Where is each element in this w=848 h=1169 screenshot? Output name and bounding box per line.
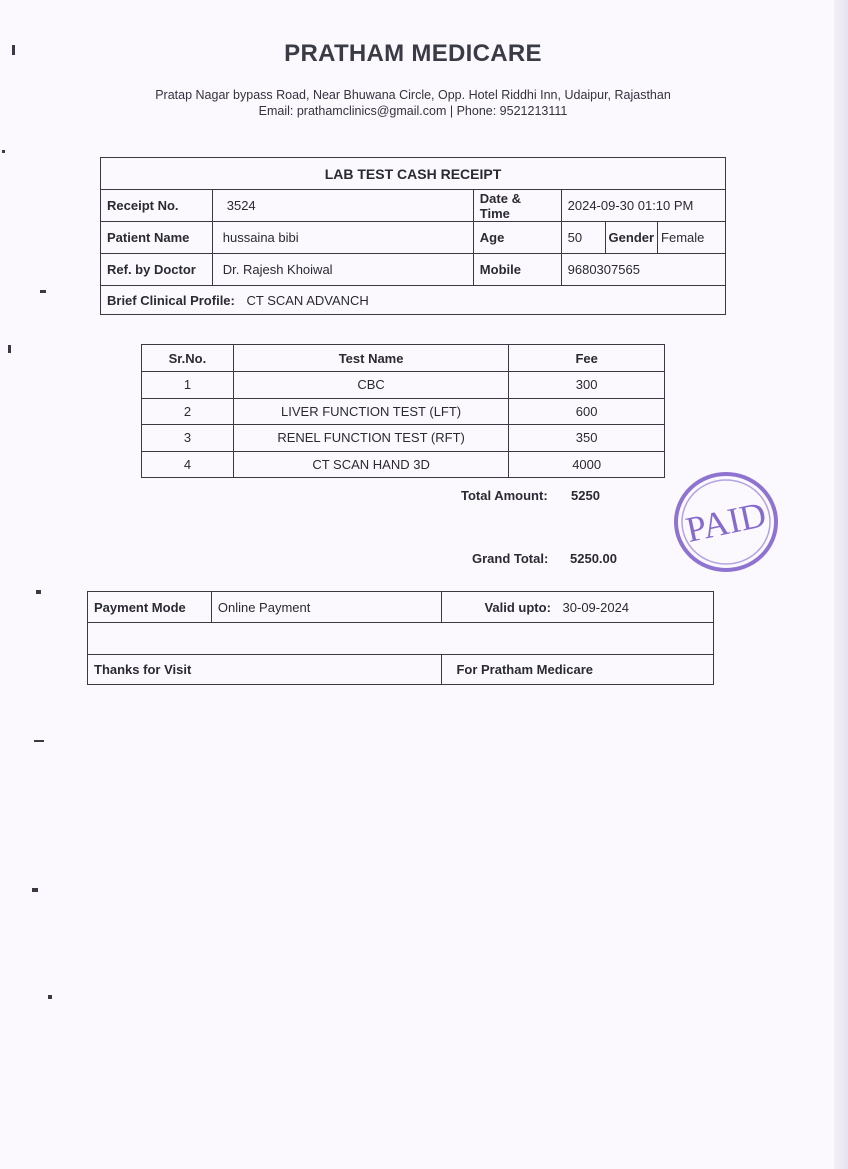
scan-speck <box>8 345 11 353</box>
age-label: Age <box>473 222 561 254</box>
scan-speck <box>34 740 44 742</box>
blank-row <box>88 623 714 655</box>
payment-table <box>87 591 714 685</box>
clinical-profile-value: CT SCAN ADVANCH <box>246 292 369 308</box>
clinic-address: Pratap Nagar bypass Road, Near Bhuwana Circle, Opp. Hotel Riddhi Inn, Udaipur, Rajasthan <box>155 88 671 102</box>
test-fee: 4000 <box>509 451 665 478</box>
clinical-profile-label: Brief Clinical Profile: <box>107 292 235 308</box>
scan-speck <box>2 150 5 153</box>
test-name: CT SCAN HAND 3D <box>233 451 508 478</box>
test-name: RENEL FUNCTION TEST (RFT) <box>233 425 508 452</box>
ref-doctor-label: Ref. by Doctor <box>101 254 213 286</box>
paid-stamp-text: PAID <box>682 494 770 550</box>
test-fee: 300 <box>509 372 665 399</box>
test-name: LIVER FUNCTION TEST (LFT) <box>233 398 508 425</box>
age-value: 50 <box>561 222 605 254</box>
grand-total-value: 5250.00 <box>570 551 617 566</box>
for-clinic-text: For Pratham Medicare <box>442 655 714 685</box>
test-fee: 600 <box>509 398 665 425</box>
test-srno: 2 <box>142 398 234 425</box>
table-row <box>142 398 665 425</box>
table-row <box>142 451 665 478</box>
mobile-value: 9680307565 <box>561 254 725 286</box>
test-name: CBC <box>233 372 508 399</box>
clinical-profile-row <box>101 286 726 315</box>
clinic-name: PRATHAM MEDICARE <box>284 40 542 67</box>
patient-name-value: hussaina bibi <box>212 222 473 254</box>
datetime-value: 2024-09-30 01:10 PM <box>561 190 725 222</box>
scan-speck <box>36 590 41 594</box>
valid-upto-cell <box>442 592 714 623</box>
col-header-srno: Sr.No. <box>142 345 234 372</box>
scan-speck <box>48 995 52 999</box>
valid-upto-label: Valid upto: <box>484 599 551 615</box>
receipt-heading: LAB TEST CASH RECEIPT <box>101 158 726 190</box>
payment-mode-value: Online Payment <box>211 592 442 623</box>
patient-name-label: Patient Name <box>101 222 213 254</box>
gender-value: Female <box>658 222 726 254</box>
page-edge <box>834 0 848 1169</box>
col-header-fee: Fee <box>509 345 665 372</box>
test-srno: 4 <box>142 451 234 478</box>
scan-speck <box>12 45 15 55</box>
table-row <box>142 425 665 452</box>
test-srno: 3 <box>142 425 234 452</box>
col-header-test-name: Test Name <box>233 345 508 372</box>
receipt-details-table <box>100 157 726 315</box>
ref-doctor-value: Dr. Rajesh Khoiwal <box>212 254 473 286</box>
valid-upto-value: 30-09-2024 <box>562 599 630 615</box>
gender-label: Gender <box>605 222 658 254</box>
test-fee: 350 <box>509 425 665 452</box>
scan-speck <box>40 290 46 293</box>
datetime-label: Date & Time <box>473 190 561 222</box>
paid-stamp <box>672 470 780 574</box>
mobile-label: Mobile <box>473 254 561 286</box>
payment-mode-label: Payment Mode <box>88 592 212 623</box>
grand-total-label: Grand Total: <box>472 551 549 566</box>
scan-speck <box>32 888 38 892</box>
total-amount-value: 5250 <box>571 488 600 503</box>
clinic-contact: Email: prathamclinics@gmail.com | Phone: 9521213111 <box>258 104 568 118</box>
receipt-no-value: 3524 <box>212 190 473 222</box>
thanks-text: Thanks for Visit <box>88 655 442 685</box>
receipt-no-label: Receipt No. <box>101 190 213 222</box>
total-amount-label: Total Amount: <box>461 488 548 503</box>
test-srno: 1 <box>142 372 234 399</box>
tests-table <box>141 344 665 478</box>
table-row <box>142 372 665 399</box>
